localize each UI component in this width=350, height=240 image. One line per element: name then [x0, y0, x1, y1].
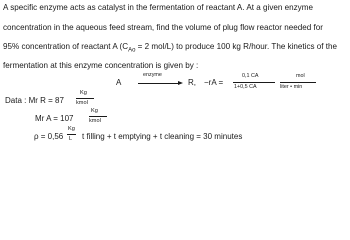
mr-r-unit-den: kmol: [76, 100, 88, 106]
rate-denominator: 1+0,5 CA: [234, 84, 257, 90]
data-times: t filling + t emptying + t cleaning = 30 minutes: [82, 132, 243, 141]
rho-unit-bar: [67, 134, 76, 135]
rate-fraction-bar: [233, 82, 275, 83]
rho-unit-num: Kg: [68, 126, 75, 132]
unit-fraction-bar: [280, 82, 316, 83]
unit-denominator: liter • min: [280, 84, 303, 90]
data-density: ρ = 0,56: [34, 132, 64, 141]
rho-unit-den: L: [69, 136, 73, 142]
rate-numerator: 0,1 CA: [242, 73, 259, 79]
problem-line-3-post: = 2 mol/L) to produce 100 kg R/hour. The kinetics of the: [135, 42, 338, 51]
unit-numerator-mol: mol: [296, 73, 305, 79]
data-mr-a: Mr A = 107: [35, 114, 74, 123]
data-mr-r: Data : Mr R = 87: [5, 96, 64, 105]
problem-line-4: fermentation at this enzyme concentration is given by :: [3, 61, 199, 70]
reactant-a: A: [116, 78, 122, 87]
product-r: R,: [188, 78, 196, 87]
problem-line-3: [3, 42, 337, 56]
problem-line-2: concentration in the aqueous feed stream, find the volume of plug flow reactor needed for: [3, 23, 323, 32]
mr-a-unit-bar: [89, 116, 107, 117]
mr-r-unit-bar: [76, 98, 94, 99]
mr-a-unit-num: Kg: [91, 108, 98, 114]
problem-line-1: A specific enzyme acts as catalyst in the fermentation of reactant A. At a given enzyme: [3, 3, 313, 12]
rate-expression-label: −rA =: [204, 78, 224, 87]
arrow-label-enzyme: enzyme: [143, 72, 162, 78]
reaction-arrow-shaft: [138, 83, 178, 84]
mr-r-unit-num: Kg: [80, 90, 87, 96]
cao-subscript: Ao: [128, 47, 136, 54]
problem-line-3-pre: 95% concentration of reactant A (C: [3, 42, 129, 51]
mr-a-unit-den: kmol: [89, 118, 101, 124]
reaction-arrow-head: [178, 81, 183, 85]
